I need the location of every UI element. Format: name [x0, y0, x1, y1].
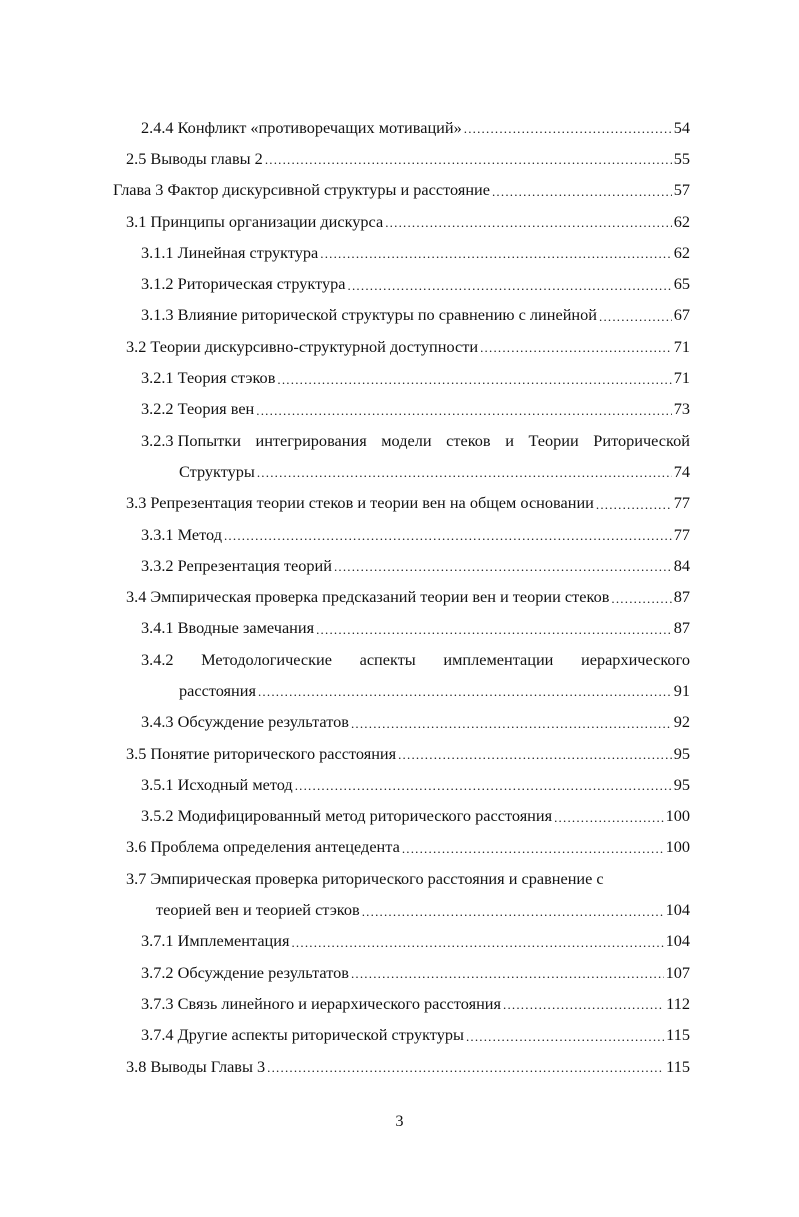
toc-line	[141, 707, 690, 738]
toc-line	[141, 362, 690, 393]
toc-entry	[0, 331, 799, 362]
toc-line	[141, 769, 690, 800]
toc-title: 3.3 Репрезентация теории стеков и теории вен на общем основании	[126, 493, 594, 513]
toc-entry	[0, 206, 799, 237]
toc-page-number: 57	[673, 180, 690, 200]
toc-page-number: 77	[673, 493, 690, 513]
toc-title: 3.5 Понятие риторического расстояния	[126, 743, 397, 763]
toc-leader-dots	[492, 181, 672, 200]
toc-title-word: и	[505, 430, 514, 450]
toc-leader-dots	[316, 619, 672, 638]
toc-leader-dots	[295, 775, 672, 794]
toc-page-number: 71	[673, 368, 690, 388]
toc-page-number: 115	[666, 1025, 690, 1045]
toc-line	[126, 206, 690, 237]
toc-title: теорией вен и теорией стэков	[156, 900, 360, 920]
toc-entry	[0, 1051, 799, 1082]
toc-line	[141, 394, 690, 425]
toc-line	[179, 456, 690, 487]
toc-entry	[0, 801, 799, 832]
toc-leader-dots	[351, 713, 672, 732]
toc-title-word: 3.4.2	[141, 649, 174, 669]
toc-leader-dots	[464, 118, 672, 137]
toc-line	[126, 581, 690, 612]
page-number: 3	[395, 1111, 404, 1130]
toc-line	[141, 268, 690, 299]
toc-leader-dots	[320, 243, 671, 262]
toc-entry	[0, 394, 799, 425]
toc-line	[141, 613, 690, 644]
toc-entry	[0, 863, 799, 894]
toc-title-word: Методологические	[201, 649, 332, 669]
toc-title: 3.1 Принципы организации дискурса	[126, 211, 384, 231]
toc-entry	[0, 738, 799, 769]
toc-title-word: стеков	[446, 430, 491, 450]
toc-line	[126, 1051, 690, 1082]
toc-page-number: 95	[673, 774, 690, 794]
toc-title: 3.5.2 Модифицированный метод риторического расстояния	[141, 806, 553, 826]
toc-leader-dots	[258, 681, 672, 700]
toc-entry	[0, 519, 799, 550]
toc-line	[141, 519, 690, 550]
toc-line	[126, 863, 604, 894]
toc-page-number: 77	[673, 524, 690, 544]
toc-leader-dots	[291, 932, 663, 951]
toc-page-number: 87	[673, 618, 690, 638]
toc-page-number: 92	[673, 712, 690, 732]
toc-leader-dots	[267, 1057, 664, 1076]
toc-leader-dots	[257, 462, 672, 481]
toc-line	[141, 550, 690, 581]
toc-leader-dots	[351, 963, 664, 982]
toc-line	[126, 143, 690, 174]
toc-page-number: 62	[673, 242, 690, 262]
toc-page-number: 104	[665, 931, 690, 951]
toc-leader-dots	[334, 556, 672, 575]
toc-title-word: Риторической	[593, 430, 690, 450]
toc-page-number: 65	[673, 274, 690, 294]
toc-entry	[0, 644, 799, 675]
toc-page-number: 87	[673, 587, 690, 607]
toc-page-number: 71	[673, 336, 690, 356]
toc-entry	[0, 143, 799, 174]
toc-title: 3.7.1 Имплементация	[141, 931, 290, 951]
toc-leader-dots	[277, 369, 671, 388]
toc-entry-continuation	[0, 456, 799, 487]
toc-page-number: 67	[673, 305, 690, 325]
toc-page-number: 55	[673, 148, 690, 168]
toc-page-number: 73	[673, 399, 690, 419]
toc-title-word: аспекты	[359, 649, 416, 669]
toc-line	[126, 832, 690, 863]
toc-title: 3.2.2 Теория вен	[141, 399, 255, 419]
toc-title: 3.2 Теории дискурсивно-структурной доступности	[126, 336, 479, 356]
toc-entry	[0, 926, 799, 957]
toc-entry	[0, 112, 799, 143]
toc-title: 3.6 Проблема определения антецедента	[126, 837, 400, 857]
toc-entry	[0, 707, 799, 738]
toc-title: 2.4.4 Конфликт «противоречащих мотиваций»	[141, 117, 462, 137]
toc-justified-line	[141, 644, 690, 675]
toc-title: 3.4.3 Обсуждение результатов	[141, 712, 349, 732]
toc-page-number: 84	[673, 555, 690, 575]
toc-line	[141, 801, 690, 832]
toc-title: 3.2.1 Теория стэков	[141, 368, 276, 388]
toc-entry	[0, 425, 799, 456]
toc-leader-dots	[398, 744, 672, 763]
toc-leader-dots	[554, 807, 663, 826]
toc-leader-dots	[348, 275, 672, 294]
toc-title-word: интегрирования	[255, 430, 367, 450]
toc-page-number: 100	[665, 806, 690, 826]
toc-line	[126, 488, 690, 519]
toc-entry-continuation	[0, 675, 799, 706]
toc-line	[126, 738, 690, 769]
toc-leader-dots	[611, 588, 671, 607]
toc-page-number: 115	[666, 1056, 690, 1076]
toc-title: 3.7.3 Связь линейного и иерархического расстояния	[141, 993, 501, 1013]
toc-title: Структуры	[179, 461, 255, 481]
toc-title: 3.8 Выводы Главы 3	[126, 1056, 266, 1076]
toc-line	[156, 894, 690, 925]
toc-page-number: 107	[665, 962, 690, 982]
toc-entry	[0, 300, 799, 331]
toc-line	[141, 988, 690, 1019]
toc-entry	[0, 175, 799, 206]
toc-title: 3.4.1 Вводные замечания	[141, 618, 315, 638]
toc-line	[141, 237, 690, 268]
toc-page-number: 104	[665, 900, 690, 920]
toc-title: 3.1.3 Влияние риторической структуры по сравнению с линейной	[141, 305, 597, 325]
toc-entry	[0, 832, 799, 863]
toc-title: 3.5.1 Исходный метод	[141, 774, 293, 794]
toc-page-number: 74	[673, 461, 690, 481]
toc-line	[141, 926, 690, 957]
toc-title: 3.4 Эмпирическая проверка предсказаний теории вен и теории стеков	[126, 587, 610, 607]
toc-entry	[0, 362, 799, 393]
toc-justified-line	[141, 425, 690, 456]
toc-line	[141, 1020, 690, 1051]
toc-page-number: 112	[666, 993, 690, 1013]
toc-entry	[0, 581, 799, 612]
toc-entry	[0, 769, 799, 800]
toc-leader-dots	[503, 994, 664, 1013]
toc-leader-dots	[224, 525, 672, 544]
toc-title: 3.3.1 Метод	[141, 524, 222, 544]
toc-title: 2.5 Выводы главы 2	[126, 148, 263, 168]
toc-line	[179, 675, 690, 706]
toc-leader-dots	[362, 901, 664, 920]
toc-leader-dots	[596, 494, 672, 513]
toc-line	[141, 957, 690, 988]
toc-title: 3.3.2 Репрезентация теорий	[141, 555, 332, 575]
toc-leader-dots	[402, 838, 664, 857]
toc-title: 3.7.2 Обсуждение результатов	[141, 962, 349, 982]
toc-entry	[0, 550, 799, 581]
toc-line	[141, 112, 690, 143]
toc-title: расстояния	[179, 680, 256, 700]
toc-entry	[0, 488, 799, 519]
toc-entry	[0, 268, 799, 299]
toc-entry	[0, 613, 799, 644]
toc-page-number: 91	[673, 680, 690, 700]
toc-title: Глава 3 Фактор дискурсивной структуры и расстояние	[113, 180, 490, 200]
toc-entry	[0, 1020, 799, 1051]
toc-title-word: имплементации	[443, 649, 554, 669]
toc-line	[113, 175, 690, 206]
toc-line	[126, 331, 690, 362]
toc-entry-continuation	[0, 894, 799, 925]
toc-leader-dots	[599, 306, 672, 325]
toc-title-word: 3.2.3 Попытки	[141, 430, 241, 450]
toc-leader-dots	[256, 400, 671, 419]
toc-leader-dots	[265, 149, 672, 168]
toc-leader-dots	[466, 1026, 664, 1045]
toc-entry	[0, 988, 799, 1019]
toc-entry	[0, 237, 799, 268]
toc-page-number: 95	[673, 743, 690, 763]
toc-title-word: модели	[381, 430, 432, 450]
toc-title: 3.7 Эмпирическая проверка риторического расстояния и сравнение с	[126, 868, 604, 888]
toc-leader-dots	[385, 212, 672, 231]
toc-page-number: 62	[673, 211, 690, 231]
toc-title-word: иерархического	[581, 649, 690, 669]
toc-leader-dots	[480, 337, 672, 356]
toc-page-number: 100	[665, 837, 690, 857]
toc-page-number: 54	[673, 117, 690, 137]
toc-title-word: Теории	[528, 430, 579, 450]
toc-title: 3.1.2 Риторическая структура	[141, 274, 346, 294]
table-of-contents	[0, 112, 799, 1082]
toc-line	[141, 300, 690, 331]
toc-entry	[0, 957, 799, 988]
toc-title: 3.1.1 Линейная структура	[141, 242, 319, 262]
toc-title: 3.7.4 Другие аспекты риторической структуры	[141, 1025, 464, 1045]
